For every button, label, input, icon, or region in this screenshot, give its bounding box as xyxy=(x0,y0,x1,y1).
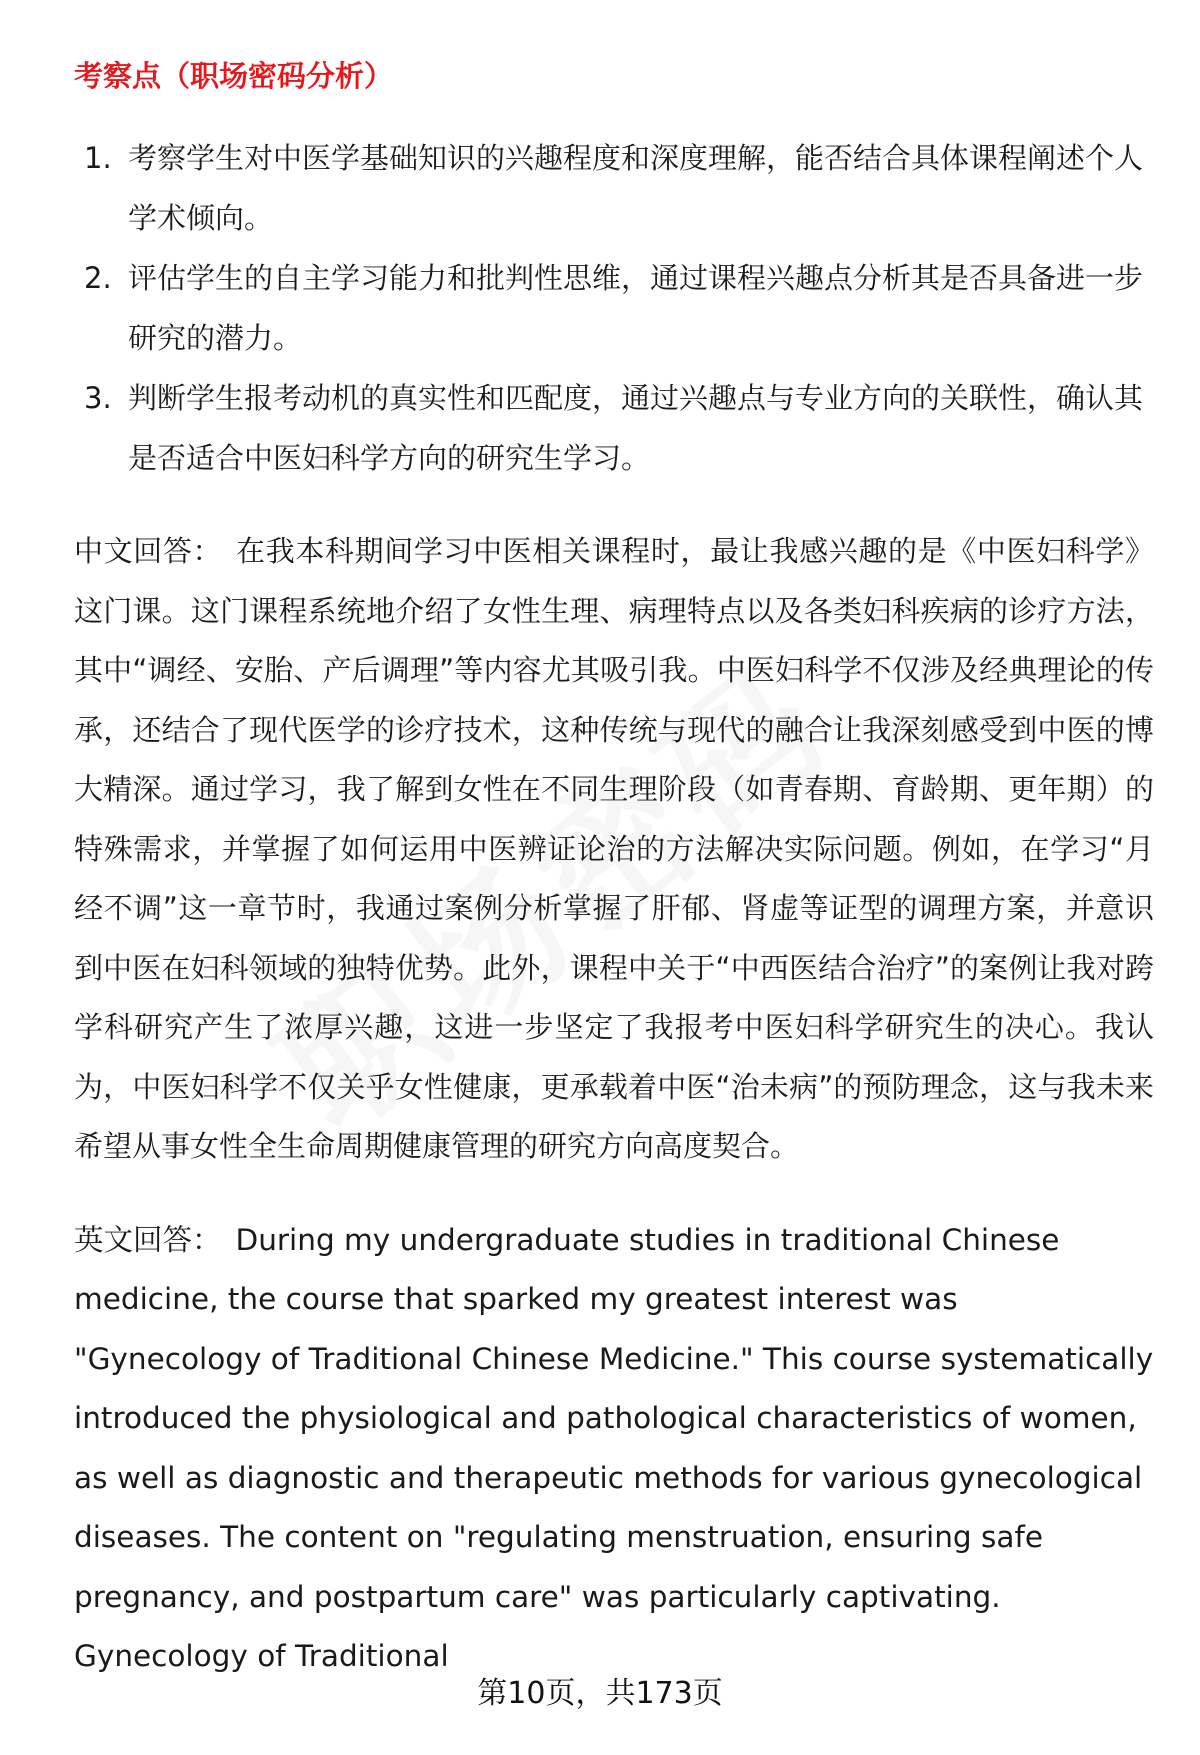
list-item-text: 判断学生报考动机的真实性和匹配度，通过兴趣点与专业方向的关联性，确认其是否适合中医妇科学方向的研究生学习。 xyxy=(128,381,1144,475)
list-item-number: 3. xyxy=(84,381,112,415)
english-answer-label: 英文回答： xyxy=(74,1222,222,1257)
list-item-text: 考察学生对中医学基础知识的兴趣程度和深度理解，能否结合具体课程阐述个人学术倾向。 xyxy=(128,141,1144,235)
section-title: 考察点（职场密码分析） xyxy=(74,59,394,93)
list-item-text: 评估学生的自主学习能力和批判性思维，通过课程兴趣点分析其是否具备进一步研究的潜力。 xyxy=(128,261,1144,355)
list-item xyxy=(74,368,1154,488)
chinese-answer-label: 中文回答： xyxy=(74,534,223,568)
english-answer-text: During my undergraduate studies in traditional Chinese medicine, the course that sparked my greatest interest was "Gynecology of Traditional Chinese Medicine." This course systematically introduced the physiological and pathological characteristics of women, as well as diagnostic and therapeutic methods for various gynecological diseases. The content on "regulating menstruation, ensuring safe pregnancy, and postpartum care" was particularly captivating. Gynecology of Traditional xyxy=(74,1222,1154,1673)
english-answer-paragraph xyxy=(74,1211,1154,1687)
list-item-number: 1. xyxy=(84,141,112,175)
list-item xyxy=(74,248,1154,368)
page-number: 第10页，共173页 xyxy=(477,1676,723,1711)
list-item-number: 2. xyxy=(84,261,112,295)
list-item xyxy=(74,128,1154,248)
document-body xyxy=(74,52,1154,1721)
assessment-points-list xyxy=(74,128,1154,488)
chinese-answer-paragraph xyxy=(74,522,1154,1177)
chinese-answer-text: 在我本科期间学习中医相关课程时，最让我感兴趣的是《中医妇科学》这门课。这门课程系统地介绍了女性生理、病理特点以及各类妇科疾病的诊疗方法，其中“调经、安胎、产后调理”等内容尤其吸引我。中医妇科学不仅涉及经典理论的传承，还结合了现代医学的诊疗技术，这种传统与现代的融合让我深刻感受到中医的博大精深。通过学习，我了解到女性在不同生理阶段（如青春期、育龄期、更年期）的特殊需求，并掌握了如何运用中医辨证论治的方法解决实际问题。例如，在学习“月经不调”这一章节时，我通过案例分析掌握了肝郁、肾虚等证型的调理方案，并意识到中医在妇科领域的独特优势。此外，课程中关于“中西医结合治疗”的案例让我对跨学科研究产生了浓厚兴趣，这进一步坚定了我报考中医妇科学研究生的决心。我认为，中医妇科学不仅关乎女性健康，更承载着中医“治未病”的预防理念，这与我未来希望从事女性全生命周期健康管理的研究方向高度契合。 xyxy=(74,534,1154,1163)
